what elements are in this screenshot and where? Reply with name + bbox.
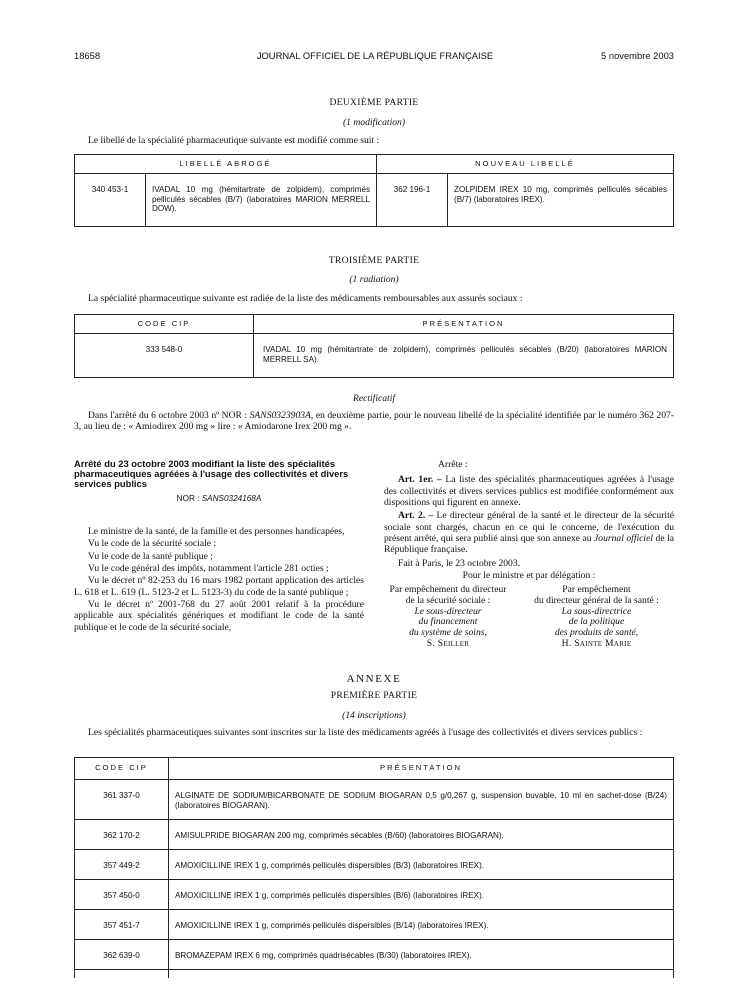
cip-code: 362 170-2: [75, 820, 169, 850]
part2-intro: Le libellé de la spécialité pharmaceutique suivante est modifié comme suit :: [88, 135, 380, 146]
arrete-left-column: [74, 459, 364, 634]
sig-line: du financement: [418, 616, 478, 628]
arrete-paragraph: Vu le code général des impôts, notamment l'article 281 octies ;: [88, 563, 329, 575]
article-2: [384, 510, 674, 555]
article-2-text: Le directeur général de la santé et le directeur de la sécurité sociale sont chargés, chacun en ce qui le concerne, de l'exécution du présent arrêté, qui sera publié ainsi que son annexe au: [384, 510, 674, 544]
table-row: [75, 174, 674, 227]
new-code: 362 196-1: [377, 174, 448, 227]
article-2-end: de la République française.: [384, 532, 674, 556]
new-label: ZOLPIDEM IREX 10 mg, comprimés pelliculés sécables (B/7) (laboratoires IREX).: [448, 174, 674, 227]
signatory-name: S. Seiller: [426, 637, 470, 649]
presentation-text: AMOXICILLINE IREX 1 g, comprimés pelliculés dispersibles (B/14) (laboratoires IREX).: [169, 910, 674, 940]
table-row: [75, 780, 674, 820]
sig-line: de la politique: [568, 616, 625, 628]
arrete-paragraph: Vu le code de la sécurité sociale ;: [88, 538, 217, 550]
arrete-paragraph: Le ministre de la santé, de la famille et des personnes handicapées,: [88, 526, 345, 538]
rectificatif-nor: SANS0323903A: [249, 410, 311, 421]
col-header-presentation: PRÉSENTATION: [169, 758, 674, 780]
empty-cell: [75, 970, 169, 978]
signature-right: [519, 585, 674, 649]
rectificatif-text-after: , en deuxième partie, pour le nouveau libellé de la spécialité identifiée par le numéro 362 207-3, au lieu de : « Amiodirex 200 mg » lire : « Amiodarone Irex 200 mg ».: [74, 410, 674, 433]
page-number: 18658: [74, 50, 101, 61]
col-header-new: NOUVEAU LIBELLÉ: [377, 155, 674, 174]
rectificatif-title: Rectificatif: [352, 393, 396, 404]
arrete-right-column: [384, 459, 674, 650]
col-header-code: CODE CIP: [75, 315, 254, 334]
signatory-name: H. Sainte Marie: [561, 637, 632, 649]
presentation-text: ALGINATE DE SODIUM/BICARBONATE DE SODIUM BIOGARAN 0,5 g/0,267 g, suspension buvable, 10 ml en sachet-dose (B/24) (laboratoires BIOGARAN).: [169, 780, 674, 820]
nor-value: SANS0324168A: [201, 494, 262, 504]
journal-title: JOURNAL OFFICIEL DE LA RÉPUBLIQUE FRANÇAISE: [256, 50, 494, 61]
sig-line: de la sécurité sociale :: [405, 594, 491, 606]
signatures: [384, 585, 674, 649]
old-label: IVADAL 10 mg (hémitartrate de zolpidem), comprimés pelliculés sécables (B/7) (laboratoires MARION MERRELL DOW).: [146, 174, 377, 227]
table-row: [75, 820, 674, 850]
arrete-paragraph: Vu le code de la santé publique ;: [88, 550, 213, 562]
part3-intro: La spécialité pharmaceutique suivante est radiée de la liste des médicaments remboursables aux assurés sociaux :: [88, 293, 523, 304]
col-header-code: CODE CIP: [75, 758, 169, 780]
table-row: [75, 850, 674, 880]
journal-officiel-ref: Journal officiel: [594, 532, 654, 544]
empty-cell: [169, 970, 674, 978]
fait-a-paris: Fait à Paris, le 23 octobre 2003.: [398, 557, 521, 569]
arrete-nor: [74, 494, 364, 504]
presentation-text: AMOXICILLINE IREX 1 g, comprimés pelliculés dispersibles (B/6) (laboratoires IREX).: [169, 880, 674, 910]
presentation-text: IVADAL 10 mg (hémitartrate de zolpidem), comprimés pelliculés sécables (B/20) (laboratoires MARION MERRELL SA).: [254, 334, 674, 378]
sig-line: La sous-directrice: [561, 605, 632, 617]
article-1-label: Art. 1er. –: [398, 474, 442, 486]
presentation-text: BROMAZEPAM IREX 6 mg, comprimés quadrisécables (B/30) (laboratoires IREX).: [169, 940, 674, 970]
article-2-label: Art. 2. –: [398, 510, 434, 522]
annexe-part: PREMIÈRE PARTIE: [330, 690, 418, 701]
cip-code: 357 449-2: [75, 850, 169, 880]
arrete-paragraph: Vu le décret nº 2001-768 du 27 août 2001 relatif à la procédure applicable aux spécialités génériques et modifiant le code de la santé publique et le code de la sécurité sociale,: [74, 599, 364, 633]
sig-line: des produits de santé,: [554, 627, 639, 639]
sig-line: Par empêchement: [562, 584, 631, 596]
arrete-paragraph: Vu le décret nº 82-253 du 16 mars 1982 portant application des articles L. 618 et L. 619 (L. 5123-2 et L. 5123-3) du code de la santé publique ;: [74, 575, 364, 598]
pour-le-ministre: Pour le ministre et par délégation :: [462, 569, 596, 581]
col-header-presentation: PRÉSENTATION: [254, 315, 674, 334]
issue-date: 5 novembre 2003: [601, 50, 674, 61]
radiation-table: [74, 314, 674, 378]
table-row: [75, 334, 674, 378]
part3-subheading: (1 radiation): [349, 274, 399, 285]
arrete-title: Arrêté du 23 octobre 2003 modifiant la liste des spécialités pharmaceutiques agréées à l'usage des collectivités et divers services publics: [74, 458, 349, 490]
part2-heading: DEUXIÈME PARTIE: [329, 97, 419, 108]
part2-subheading: (1 modification): [342, 117, 406, 128]
cip-code: 357 450-0: [75, 880, 169, 910]
arrete-label: Arrête :: [438, 459, 468, 470]
annexe-heading: ANNEXE: [346, 673, 402, 685]
table-row: [75, 910, 674, 940]
annexe-subheading: (14 inscriptions): [342, 710, 406, 721]
part3-heading: TROISIÈME PARTIE: [328, 255, 420, 266]
col-header-old: LIBELLÉ ABROGÉ: [75, 155, 377, 174]
presentation-text: AMOXICILLINE IREX 1 g, comprimés pelliculés dispersibles (B/3) (laboratoires IREX).: [169, 850, 674, 880]
cip-code: 361 337-0: [75, 780, 169, 820]
cip-code: 362 639-0: [75, 940, 169, 970]
sig-line: Par empêchement du directeur: [389, 584, 507, 596]
cip-code: 333 548-0: [75, 334, 254, 378]
sig-line: du système de soins,: [409, 627, 487, 639]
rectificatif-text-before: Dans l'arrêté du 6 octobre 2003 nº NOR :: [88, 410, 250, 421]
old-code: 340 453-1: [75, 174, 146, 227]
article-1: [384, 474, 674, 508]
sig-line: Le sous-directeur: [414, 605, 482, 617]
nor-label: NOR :: [176, 494, 202, 504]
cip-code: 357 451-7: [75, 910, 169, 940]
sig-line: du directeur général de la santé :: [534, 594, 659, 606]
signature-left: [378, 585, 518, 649]
table-row: [75, 940, 674, 970]
presentation-text: AMISULPRIDE BIOGARAN 200 mg, comprimés sécables (B/60) (laboratoires BIOGARAN).: [169, 820, 674, 850]
inscriptions-table: [74, 757, 674, 978]
article-1-text: La liste des spécialités pharmaceutiques agréées à l'usage des collectivités et divers services publics est modifiée conformément aux dispositions qui figurent en annexe.: [384, 474, 674, 508]
table-row: [75, 880, 674, 910]
annexe-intro: Les spécialités pharmaceutiques suivantes sont inscrites sur la liste des médicaments agréés à l'usage des collectivités et divers services publics :: [88, 727, 643, 738]
rectificatif-text: [74, 410, 674, 433]
table-row-partial: [75, 970, 674, 978]
modification-table: [74, 154, 674, 227]
